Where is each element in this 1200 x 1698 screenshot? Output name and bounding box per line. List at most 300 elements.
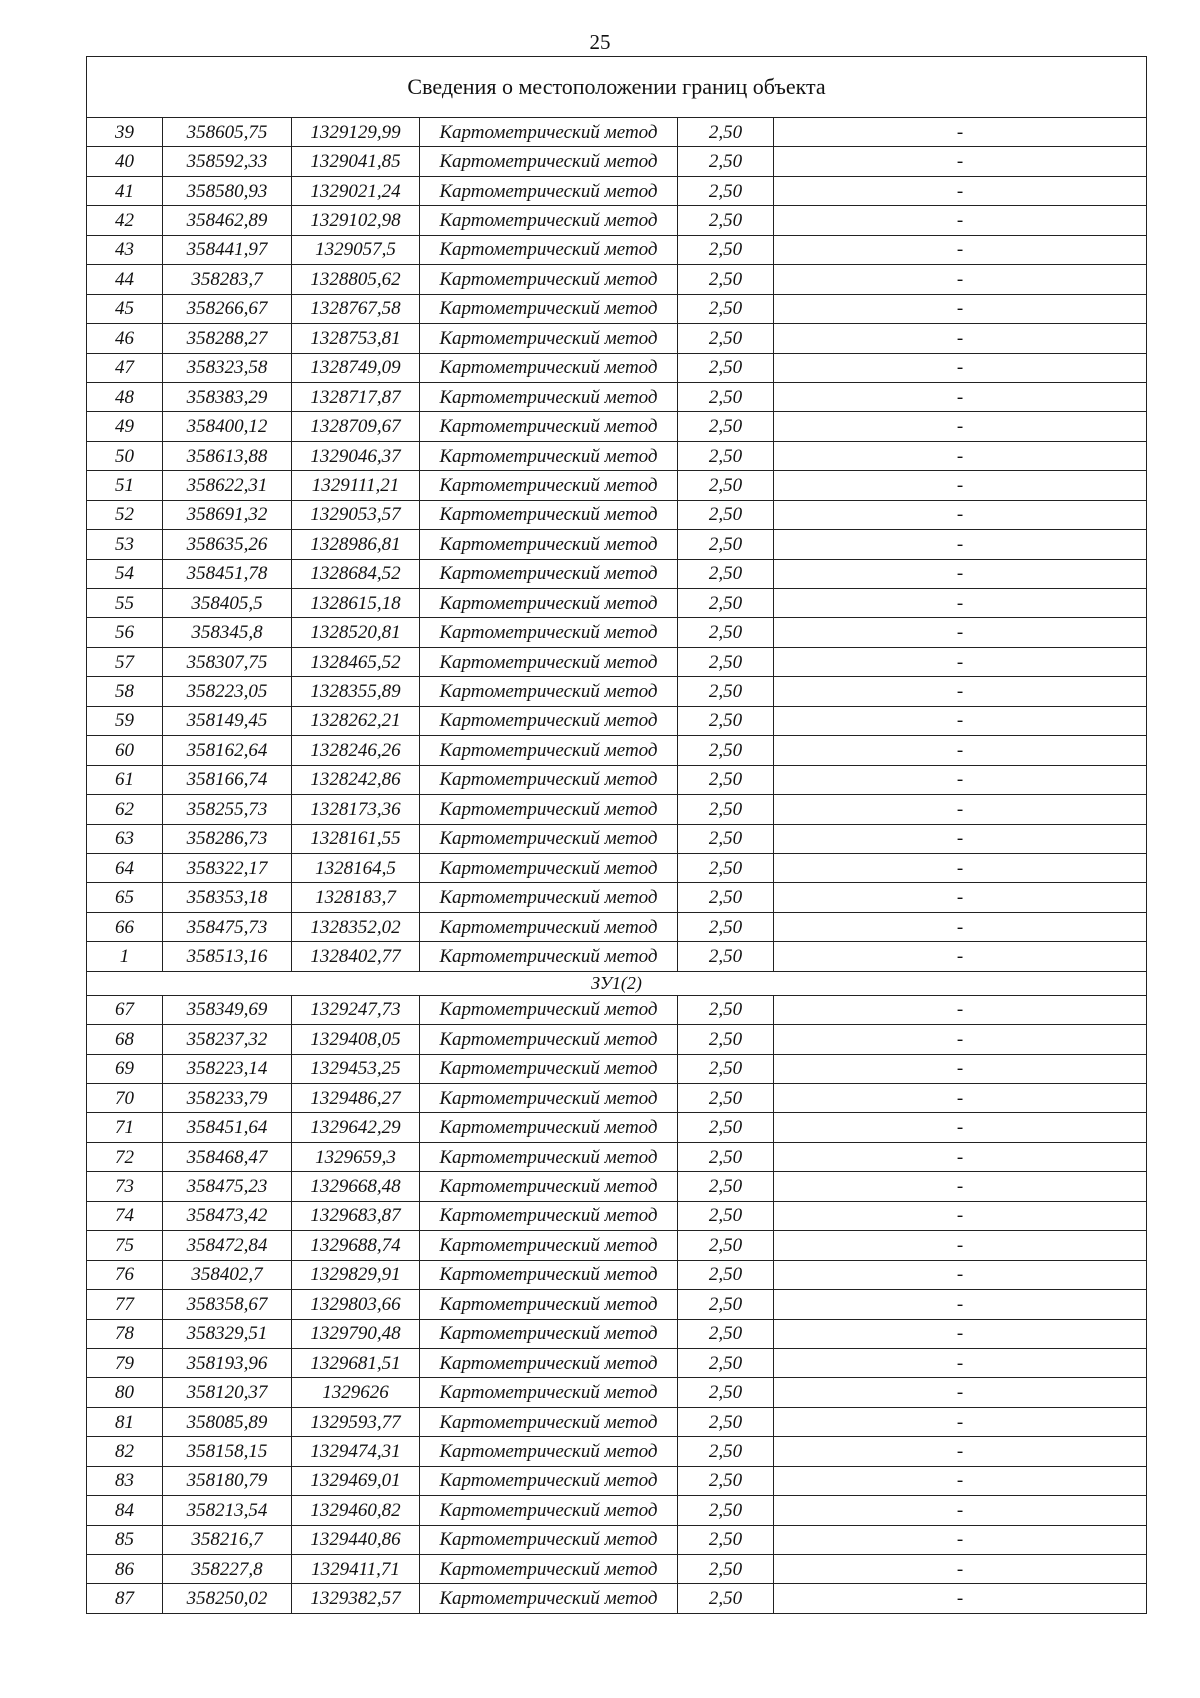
x-coordinate-cell: 358613,88: [163, 441, 292, 470]
description-cell: -: [774, 118, 1147, 147]
method-cell: Картометрический метод: [420, 1555, 678, 1584]
accuracy-cell: 2,50: [678, 912, 774, 941]
accuracy-cell: 2,50: [678, 412, 774, 441]
description-cell: -: [774, 176, 1147, 205]
point-number-cell: 53: [87, 530, 163, 559]
point-number-cell: 66: [87, 912, 163, 941]
y-coordinate-cell: 1329688,74: [292, 1231, 420, 1260]
y-coordinate-cell: 1329803,66: [292, 1290, 420, 1319]
boundary-coordinates-table: [86, 56, 1147, 1614]
y-coordinate-cell: 1329453,25: [292, 1054, 420, 1083]
point-number-cell: 67: [87, 995, 163, 1024]
description-cell: -: [774, 235, 1147, 264]
method-cell: Картометрический метод: [420, 1084, 678, 1113]
accuracy-cell: 2,50: [678, 1466, 774, 1495]
table-row: [87, 647, 1147, 676]
table-row: [87, 206, 1147, 235]
boundary-coordinates-sheet: [86, 56, 1146, 1614]
accuracy-cell: 2,50: [678, 294, 774, 323]
method-cell: Картометрический метод: [420, 1231, 678, 1260]
point-number-cell: 60: [87, 736, 163, 765]
accuracy-cell: 2,50: [678, 1201, 774, 1230]
method-cell: Картометрический метод: [420, 795, 678, 824]
table-row: [87, 1260, 1147, 1289]
point-number-cell: 55: [87, 589, 163, 618]
y-coordinate-cell: 1328520,81: [292, 618, 420, 647]
method-cell: Картометрический метод: [420, 765, 678, 794]
page-number: 25: [589, 30, 611, 54]
table-row: [87, 1437, 1147, 1466]
y-coordinate-cell: 1328262,21: [292, 706, 420, 735]
method-cell: Картометрический метод: [420, 206, 678, 235]
description-cell: -: [774, 1378, 1147, 1407]
y-coordinate-cell: 1329469,01: [292, 1466, 420, 1495]
y-coordinate-cell: 1328242,86: [292, 765, 420, 794]
y-coordinate-cell: 1328805,62: [292, 265, 420, 294]
method-cell: Картометрический метод: [420, 1113, 678, 1142]
point-number-cell: 71: [87, 1113, 163, 1142]
accuracy-cell: 2,50: [678, 471, 774, 500]
x-coordinate-cell: 358120,37: [163, 1378, 292, 1407]
method-cell: Картометрический метод: [420, 1407, 678, 1436]
accuracy-cell: 2,50: [678, 1407, 774, 1436]
accuracy-cell: 2,50: [678, 176, 774, 205]
method-cell: Картометрический метод: [420, 324, 678, 353]
y-coordinate-cell: 1328986,81: [292, 530, 420, 559]
y-coordinate-cell: 1329681,51: [292, 1348, 420, 1377]
method-cell: Картометрический метод: [420, 1584, 678, 1613]
table-body: [87, 57, 1147, 1614]
table-row: [87, 1348, 1147, 1377]
x-coordinate-cell: 358255,73: [163, 795, 292, 824]
method-cell: Картометрический метод: [420, 1025, 678, 1054]
description-cell: -: [774, 324, 1147, 353]
method-cell: Картометрический метод: [420, 995, 678, 1024]
point-number-cell: 72: [87, 1142, 163, 1171]
x-coordinate-cell: 358227,8: [163, 1555, 292, 1584]
table-row: [87, 500, 1147, 529]
description-cell: -: [774, 1437, 1147, 1466]
description-cell: -: [774, 1113, 1147, 1142]
x-coordinate-cell: 358213,54: [163, 1496, 292, 1525]
description-cell: -: [774, 736, 1147, 765]
table-row: [87, 795, 1147, 824]
x-coordinate-cell: 358223,14: [163, 1054, 292, 1083]
table-row: [87, 853, 1147, 882]
y-coordinate-cell: 1328183,7: [292, 883, 420, 912]
description-cell: -: [774, 471, 1147, 500]
description-cell: -: [774, 1201, 1147, 1230]
method-cell: Картометрический метод: [420, 1201, 678, 1230]
x-coordinate-cell: 358451,78: [163, 559, 292, 588]
accuracy-cell: 2,50: [678, 441, 774, 470]
method-cell: Картометрический метод: [420, 1378, 678, 1407]
y-coordinate-cell: 1329659,3: [292, 1142, 420, 1171]
description-cell: -: [774, 294, 1147, 323]
description-cell: -: [774, 765, 1147, 794]
table-row: [87, 1084, 1147, 1113]
x-coordinate-cell: 358266,67: [163, 294, 292, 323]
point-number-cell: 62: [87, 795, 163, 824]
y-coordinate-cell: 1329102,98: [292, 206, 420, 235]
y-coordinate-cell: 1329046,37: [292, 441, 420, 470]
table-row: [87, 1378, 1147, 1407]
method-cell: Картометрический метод: [420, 353, 678, 382]
y-coordinate-cell: 1328355,89: [292, 677, 420, 706]
y-coordinate-cell: 1328684,52: [292, 559, 420, 588]
point-number-cell: 78: [87, 1319, 163, 1348]
x-coordinate-cell: 358622,31: [163, 471, 292, 500]
description-cell: -: [774, 559, 1147, 588]
description-cell: -: [774, 1407, 1147, 1436]
x-coordinate-cell: 358605,75: [163, 118, 292, 147]
x-coordinate-cell: 358149,45: [163, 706, 292, 735]
table-row: [87, 1290, 1147, 1319]
description-cell: -: [774, 441, 1147, 470]
point-number-cell: 75: [87, 1231, 163, 1260]
method-cell: Картометрический метод: [420, 853, 678, 882]
method-cell: Картометрический метод: [420, 1260, 678, 1289]
table-row: [87, 1555, 1147, 1584]
y-coordinate-cell: 1329382,57: [292, 1584, 420, 1613]
x-coordinate-cell: 358283,7: [163, 265, 292, 294]
table-row: [87, 382, 1147, 411]
table-row: [87, 412, 1147, 441]
accuracy-cell: 2,50: [678, 765, 774, 794]
description-cell: -: [774, 1555, 1147, 1584]
description-cell: -: [774, 1290, 1147, 1319]
table-row: [87, 677, 1147, 706]
point-number-cell: 65: [87, 883, 163, 912]
point-number-cell: 42: [87, 206, 163, 235]
table-row: [87, 1496, 1147, 1525]
method-cell: Картометрический метод: [420, 736, 678, 765]
point-number-cell: 73: [87, 1172, 163, 1201]
point-number-cell: 47: [87, 353, 163, 382]
point-number-cell: 68: [87, 1025, 163, 1054]
section-row: [87, 971, 1147, 995]
x-coordinate-cell: 358329,51: [163, 1319, 292, 1348]
table-row: [87, 176, 1147, 205]
accuracy-cell: 2,50: [678, 559, 774, 588]
x-coordinate-cell: 358250,02: [163, 1584, 292, 1613]
accuracy-cell: 2,50: [678, 1319, 774, 1348]
description-cell: -: [774, 995, 1147, 1024]
y-coordinate-cell: 1328749,09: [292, 353, 420, 382]
method-cell: Картометрический метод: [420, 1290, 678, 1319]
point-number-cell: 56: [87, 618, 163, 647]
point-number-cell: 64: [87, 853, 163, 882]
accuracy-cell: 2,50: [678, 647, 774, 676]
x-coordinate-cell: 358580,93: [163, 176, 292, 205]
table-row: [87, 589, 1147, 618]
point-number-cell: 79: [87, 1348, 163, 1377]
description-cell: -: [774, 912, 1147, 941]
y-coordinate-cell: 1329041,85: [292, 147, 420, 176]
x-coordinate-cell: 358349,69: [163, 995, 292, 1024]
method-cell: Картометрический метод: [420, 883, 678, 912]
point-number-cell: 59: [87, 706, 163, 735]
y-coordinate-cell: 1328352,02: [292, 912, 420, 941]
description-cell: -: [774, 1025, 1147, 1054]
description-cell: -: [774, 1260, 1147, 1289]
method-cell: Картометрический метод: [420, 294, 678, 323]
table-row: [87, 1584, 1147, 1613]
point-number-cell: 74: [87, 1201, 163, 1230]
method-cell: Картометрический метод: [420, 147, 678, 176]
description-cell: -: [774, 1084, 1147, 1113]
table-title: Сведения о местоположении границ объекта: [87, 57, 1147, 118]
section-label: ЗУ1(2): [87, 971, 1147, 995]
description-cell: -: [774, 500, 1147, 529]
table-row: [87, 706, 1147, 735]
y-coordinate-cell: 1328173,36: [292, 795, 420, 824]
accuracy-cell: 2,50: [678, 147, 774, 176]
x-coordinate-cell: 358233,79: [163, 1084, 292, 1113]
point-number-cell: 41: [87, 176, 163, 205]
accuracy-cell: 2,50: [678, 324, 774, 353]
accuracy-cell: 2,50: [678, 706, 774, 735]
accuracy-cell: 2,50: [678, 1555, 774, 1584]
table-row: [87, 1054, 1147, 1083]
x-coordinate-cell: 358383,29: [163, 382, 292, 411]
x-coordinate-cell: 358513,16: [163, 942, 292, 971]
description-cell: -: [774, 1142, 1147, 1171]
accuracy-cell: 2,50: [678, 1113, 774, 1142]
accuracy-cell: 2,50: [678, 589, 774, 618]
description-cell: -: [774, 1496, 1147, 1525]
x-coordinate-cell: 358158,15: [163, 1437, 292, 1466]
y-coordinate-cell: 1329593,77: [292, 1407, 420, 1436]
table-row: [87, 1025, 1147, 1054]
accuracy-cell: 2,50: [678, 677, 774, 706]
table-row: [87, 559, 1147, 588]
y-coordinate-cell: 1328767,58: [292, 294, 420, 323]
accuracy-cell: 2,50: [678, 1496, 774, 1525]
method-cell: Картометрический метод: [420, 1348, 678, 1377]
y-coordinate-cell: 1329408,05: [292, 1025, 420, 1054]
description-cell: -: [774, 1172, 1147, 1201]
table-row: [87, 883, 1147, 912]
method-cell: Картометрический метод: [420, 942, 678, 971]
description-cell: -: [774, 206, 1147, 235]
x-coordinate-cell: 358180,79: [163, 1466, 292, 1495]
method-cell: Картометрический метод: [420, 471, 678, 500]
description-cell: -: [774, 795, 1147, 824]
x-coordinate-cell: 358472,84: [163, 1231, 292, 1260]
description-cell: -: [774, 853, 1147, 882]
x-coordinate-cell: 358322,17: [163, 853, 292, 882]
point-number-cell: 63: [87, 824, 163, 853]
table-row: [87, 1113, 1147, 1142]
y-coordinate-cell: 1329486,27: [292, 1084, 420, 1113]
y-coordinate-cell: 1328164,5: [292, 853, 420, 882]
y-coordinate-cell: 1328753,81: [292, 324, 420, 353]
method-cell: Картометрический метод: [420, 677, 678, 706]
table-row: [87, 441, 1147, 470]
accuracy-cell: 2,50: [678, 942, 774, 971]
description-cell: -: [774, 824, 1147, 853]
method-cell: Картометрический метод: [420, 706, 678, 735]
y-coordinate-cell: 1328246,26: [292, 736, 420, 765]
method-cell: Картометрический метод: [420, 1142, 678, 1171]
point-number-cell: 87: [87, 1584, 163, 1613]
method-cell: Картометрический метод: [420, 1437, 678, 1466]
x-coordinate-cell: 358475,73: [163, 912, 292, 941]
point-number-cell: 85: [87, 1525, 163, 1554]
y-coordinate-cell: 1329829,91: [292, 1260, 420, 1289]
method-cell: Картометрический метод: [420, 618, 678, 647]
x-coordinate-cell: 358462,89: [163, 206, 292, 235]
accuracy-cell: 2,50: [678, 235, 774, 264]
point-number-cell: 49: [87, 412, 163, 441]
x-coordinate-cell: 358345,8: [163, 618, 292, 647]
description-cell: -: [774, 1466, 1147, 1495]
point-number-cell: 69: [87, 1054, 163, 1083]
x-coordinate-cell: 358353,18: [163, 883, 292, 912]
x-coordinate-cell: 358193,96: [163, 1348, 292, 1377]
point-number-cell: 61: [87, 765, 163, 794]
method-cell: Картометрический метод: [420, 824, 678, 853]
table-row: [87, 265, 1147, 294]
description-cell: -: [774, 1348, 1147, 1377]
y-coordinate-cell: 1328465,52: [292, 647, 420, 676]
point-number-cell: 77: [87, 1290, 163, 1319]
x-coordinate-cell: 358323,58: [163, 353, 292, 382]
description-cell: -: [774, 1231, 1147, 1260]
x-coordinate-cell: 358162,64: [163, 736, 292, 765]
table-row: [87, 235, 1147, 264]
y-coordinate-cell: 1329053,57: [292, 500, 420, 529]
accuracy-cell: 2,50: [678, 1142, 774, 1171]
x-coordinate-cell: 358237,32: [163, 1025, 292, 1054]
table-row: [87, 912, 1147, 941]
accuracy-cell: 2,50: [678, 1348, 774, 1377]
table-row: [87, 618, 1147, 647]
accuracy-cell: 2,50: [678, 1437, 774, 1466]
y-coordinate-cell: 1329247,73: [292, 995, 420, 1024]
table-row: [87, 942, 1147, 971]
accuracy-cell: 2,50: [678, 1260, 774, 1289]
description-cell: -: [774, 1054, 1147, 1083]
point-number-cell: 43: [87, 235, 163, 264]
accuracy-cell: 2,50: [678, 1172, 774, 1201]
point-number-cell: 39: [87, 118, 163, 147]
y-coordinate-cell: 1328161,55: [292, 824, 420, 853]
accuracy-cell: 2,50: [678, 500, 774, 529]
method-cell: Картометрический метод: [420, 589, 678, 618]
description-cell: -: [774, 1584, 1147, 1613]
point-number-cell: 86: [87, 1555, 163, 1584]
y-coordinate-cell: 1329021,24: [292, 176, 420, 205]
x-coordinate-cell: 358475,23: [163, 1172, 292, 1201]
table-row: [87, 471, 1147, 500]
x-coordinate-cell: 358691,32: [163, 500, 292, 529]
x-coordinate-cell: 358592,33: [163, 147, 292, 176]
table-row: [87, 530, 1147, 559]
point-number-cell: 70: [87, 1084, 163, 1113]
method-cell: Картометрический метод: [420, 1319, 678, 1348]
method-cell: Картометрический метод: [420, 559, 678, 588]
method-cell: Картометрический метод: [420, 500, 678, 529]
point-number-cell: 45: [87, 294, 163, 323]
x-coordinate-cell: 358635,26: [163, 530, 292, 559]
method-cell: Картометрический метод: [420, 530, 678, 559]
table-row: [87, 995, 1147, 1024]
description-cell: -: [774, 883, 1147, 912]
table-row: [87, 736, 1147, 765]
point-number-cell: 83: [87, 1466, 163, 1495]
point-number-cell: 50: [87, 441, 163, 470]
description-cell: -: [774, 353, 1147, 382]
description-cell: -: [774, 942, 1147, 971]
method-cell: Картометрический метод: [420, 118, 678, 147]
point-number-cell: 46: [87, 324, 163, 353]
description-cell: -: [774, 589, 1147, 618]
method-cell: Картометрический метод: [420, 1466, 678, 1495]
x-coordinate-cell: 358468,47: [163, 1142, 292, 1171]
table-row: [87, 1231, 1147, 1260]
table-row: [87, 1201, 1147, 1230]
x-coordinate-cell: 358400,12: [163, 412, 292, 441]
accuracy-cell: 2,50: [678, 824, 774, 853]
description-cell: -: [774, 706, 1147, 735]
method-cell: Картометрический метод: [420, 912, 678, 941]
point-number-cell: 84: [87, 1496, 163, 1525]
point-number-cell: 80: [87, 1378, 163, 1407]
description-cell: -: [774, 265, 1147, 294]
table-row: [87, 118, 1147, 147]
accuracy-cell: 2,50: [678, 206, 774, 235]
description-cell: -: [774, 530, 1147, 559]
x-coordinate-cell: 358402,7: [163, 1260, 292, 1289]
point-number-cell: 54: [87, 559, 163, 588]
x-coordinate-cell: 358085,89: [163, 1407, 292, 1436]
point-number-cell: 57: [87, 647, 163, 676]
y-coordinate-cell: 1329111,21: [292, 471, 420, 500]
y-coordinate-cell: 1329411,71: [292, 1555, 420, 1584]
point-number-cell: 82: [87, 1437, 163, 1466]
x-coordinate-cell: 358473,42: [163, 1201, 292, 1230]
y-coordinate-cell: 1329642,29: [292, 1113, 420, 1142]
method-cell: Картометрический метод: [420, 1172, 678, 1201]
table-row: [87, 1142, 1147, 1171]
method-cell: Картометрический метод: [420, 441, 678, 470]
accuracy-cell: 2,50: [678, 530, 774, 559]
description-cell: -: [774, 647, 1147, 676]
y-coordinate-cell: 1329668,48: [292, 1172, 420, 1201]
x-coordinate-cell: 358216,7: [163, 1525, 292, 1554]
description-cell: -: [774, 677, 1147, 706]
x-coordinate-cell: 358405,5: [163, 589, 292, 618]
description-cell: -: [774, 382, 1147, 411]
y-coordinate-cell: 1328615,18: [292, 589, 420, 618]
point-number-cell: 81: [87, 1407, 163, 1436]
point-number-cell: 1: [87, 942, 163, 971]
accuracy-cell: 2,50: [678, 1084, 774, 1113]
accuracy-cell: 2,50: [678, 118, 774, 147]
y-coordinate-cell: 1328717,87: [292, 382, 420, 411]
table-row: [87, 294, 1147, 323]
accuracy-cell: 2,50: [678, 1025, 774, 1054]
point-number-cell: 44: [87, 265, 163, 294]
table-row: [87, 353, 1147, 382]
description-cell: -: [774, 1525, 1147, 1554]
accuracy-cell: 2,50: [678, 1378, 774, 1407]
x-coordinate-cell: 358358,67: [163, 1290, 292, 1319]
description-cell: -: [774, 618, 1147, 647]
description-cell: -: [774, 147, 1147, 176]
